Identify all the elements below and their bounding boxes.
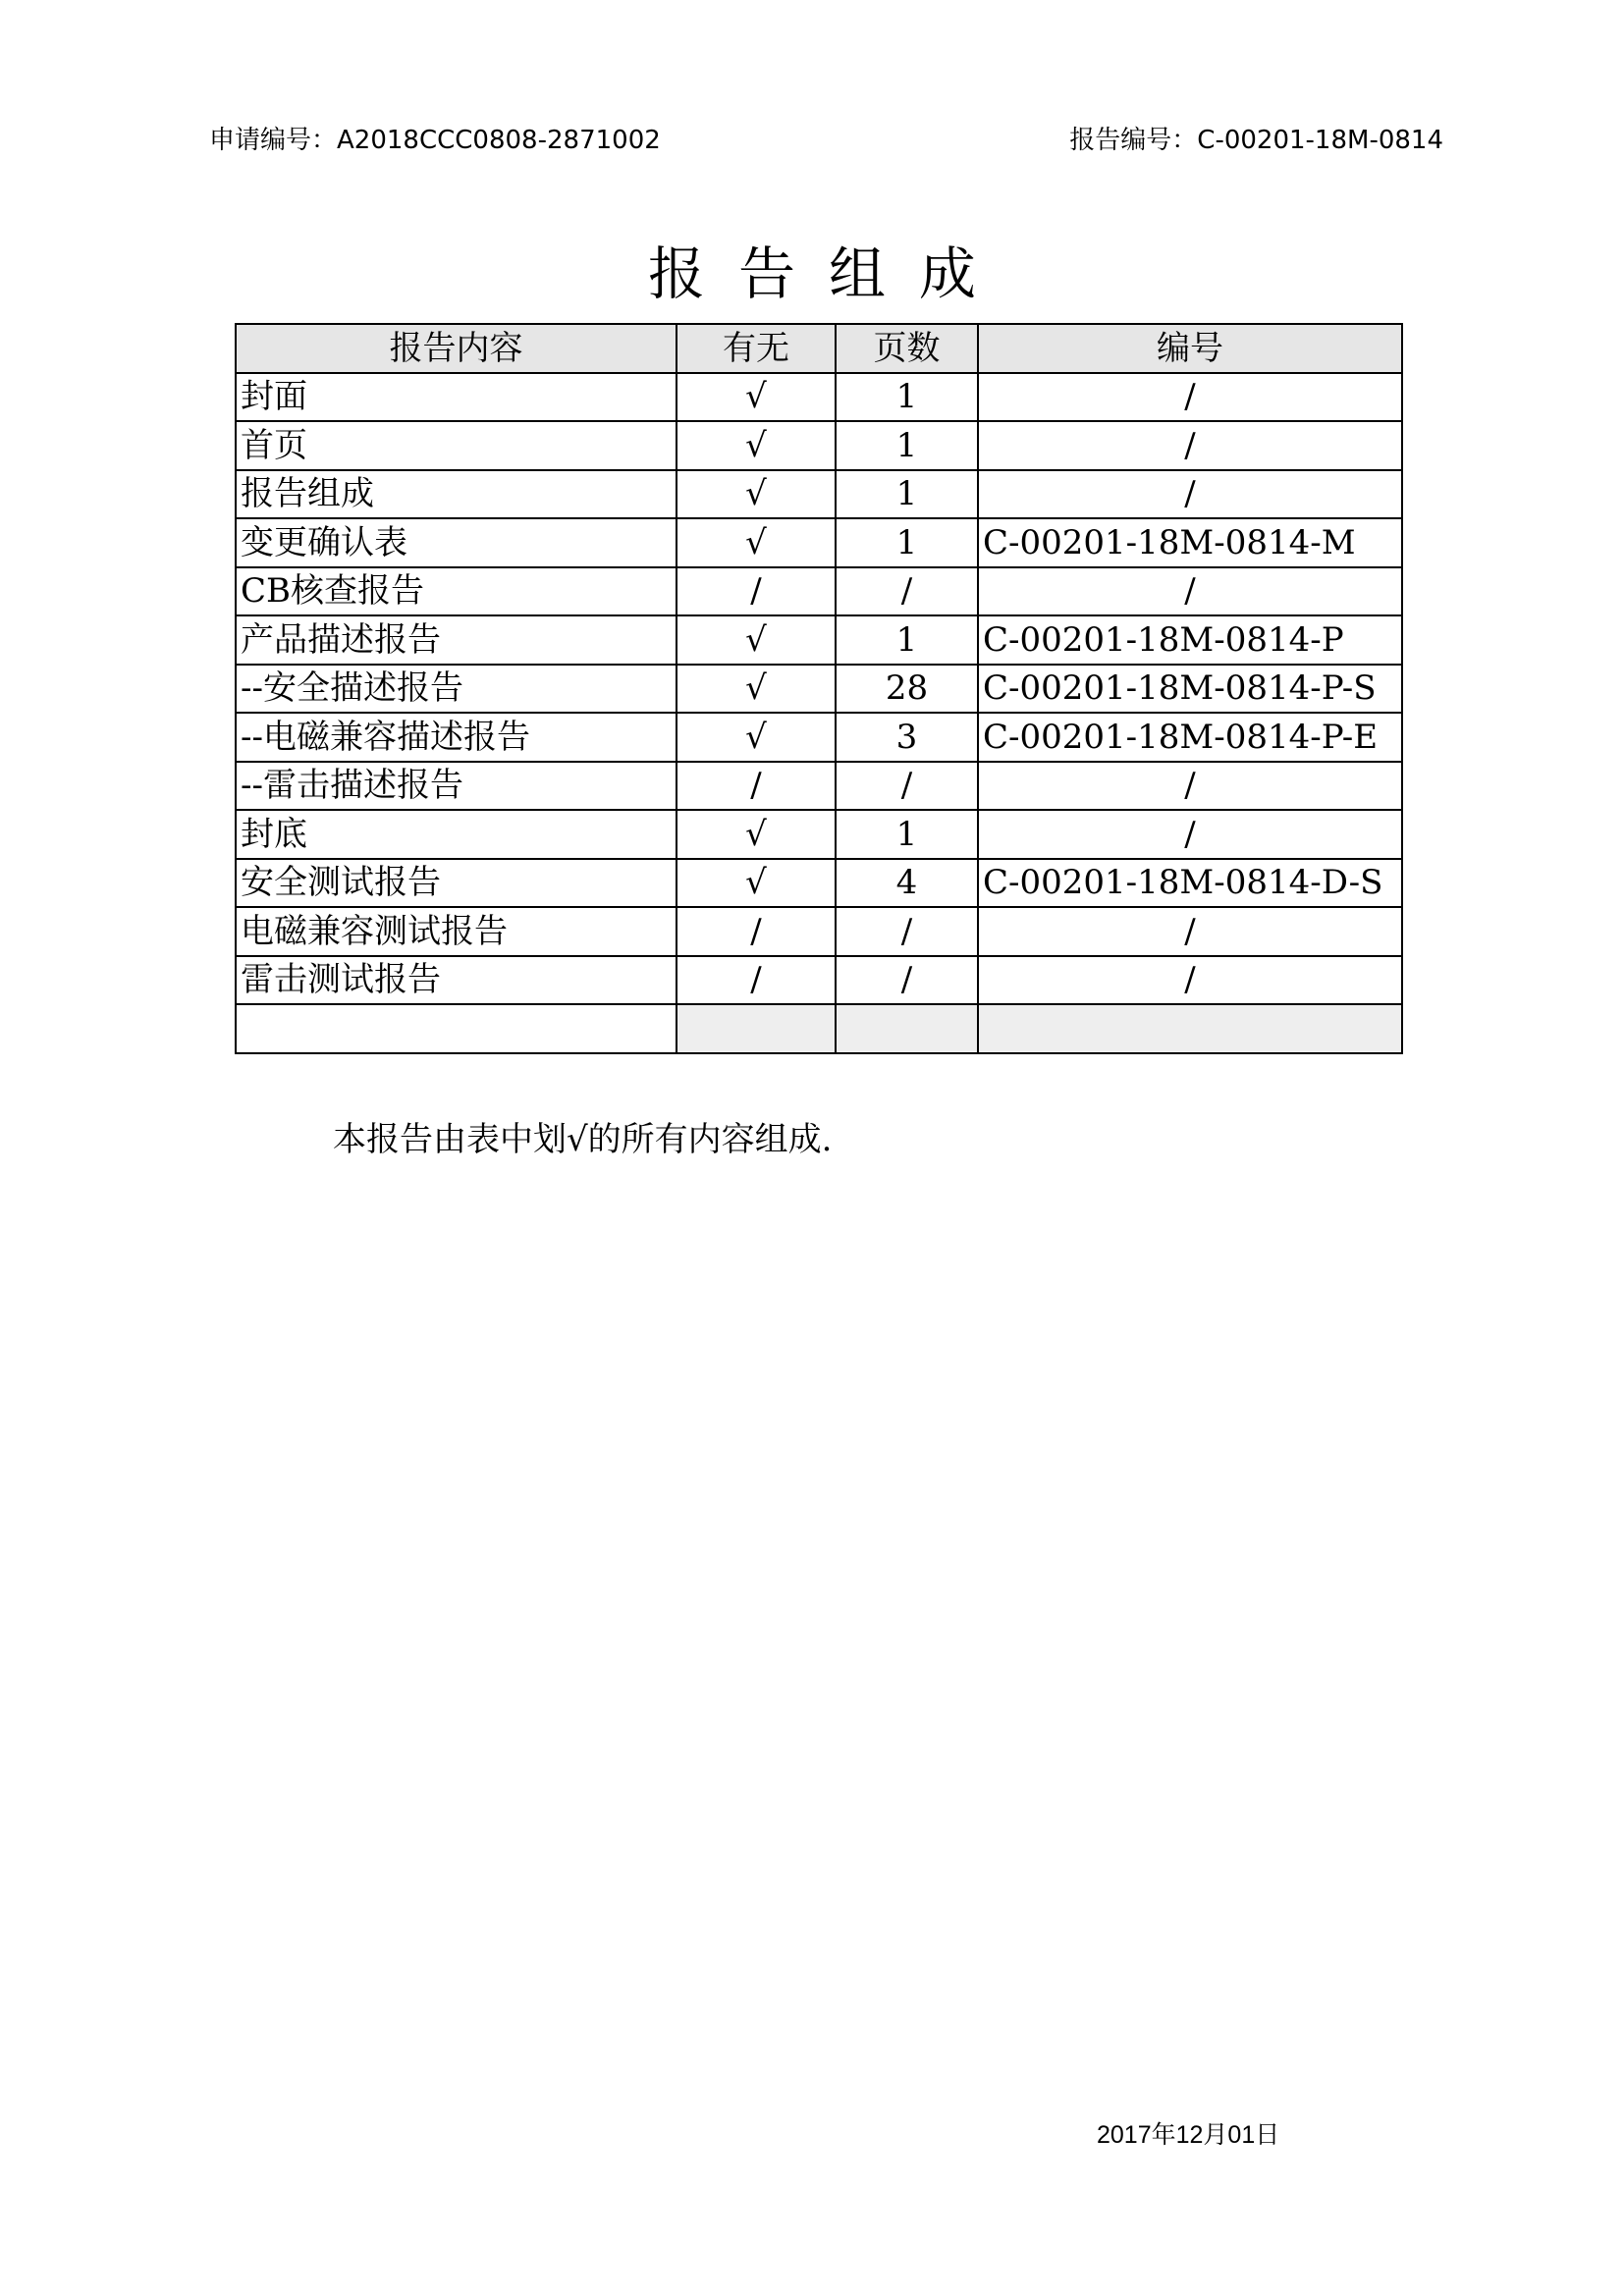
row-number: C-00201-18M-0814-P-E — [978, 713, 1402, 762]
table-row — [236, 567, 1402, 616]
row-pages: / — [836, 956, 978, 1005]
table-header-row — [236, 324, 1402, 373]
table-row — [236, 615, 1402, 665]
row-pages: 1 — [836, 518, 978, 567]
row-pages: 4 — [836, 859, 978, 908]
blank-cell — [677, 1004, 836, 1053]
row-content: 封底 — [236, 810, 677, 859]
table-row — [236, 373, 1402, 422]
row-content: 雷击测试报告 — [236, 956, 677, 1005]
row-has: / — [677, 956, 836, 1005]
row-number: / — [978, 470, 1402, 519]
table-row — [236, 762, 1402, 811]
table-row-blank — [236, 1004, 1402, 1053]
row-has: √ — [677, 615, 836, 665]
table-row — [236, 665, 1402, 714]
row-has: √ — [677, 810, 836, 859]
row-pages: 1 — [836, 373, 978, 422]
table-row — [236, 907, 1402, 956]
row-pages: 1 — [836, 810, 978, 859]
table-row — [236, 421, 1402, 470]
row-number: C-00201-18M-0814-M — [978, 518, 1402, 567]
row-pages: 1 — [836, 615, 978, 665]
row-content: 电磁兼容测试报告 — [236, 907, 677, 956]
row-number: C-00201-18M-0814-D-S — [978, 859, 1402, 908]
row-has: √ — [677, 421, 836, 470]
table-row — [236, 859, 1402, 908]
row-has: / — [677, 567, 836, 616]
row-number: / — [978, 810, 1402, 859]
table-row — [236, 810, 1402, 859]
row-content: 安全测试报告 — [236, 859, 677, 908]
header-number: 编号 — [978, 324, 1402, 373]
row-has: √ — [677, 859, 836, 908]
row-number: / — [978, 421, 1402, 470]
row-number: C-00201-18M-0814-P — [978, 615, 1402, 665]
table-row — [236, 956, 1402, 1005]
row-pages: / — [836, 762, 978, 811]
row-pages: / — [836, 907, 978, 956]
row-pages: 3 — [836, 713, 978, 762]
application-number-label: 申请编号： — [209, 126, 338, 155]
row-content: --电磁兼容描述报告 — [236, 713, 677, 762]
row-number: / — [978, 567, 1402, 616]
row-pages: 1 — [836, 421, 978, 470]
blank-cell — [836, 1004, 978, 1053]
row-content: --安全描述报告 — [236, 665, 677, 714]
row-number: C-00201-18M-0814-P-S — [978, 665, 1402, 714]
table-row — [236, 713, 1402, 762]
header-has: 有无 — [677, 324, 836, 373]
row-has: / — [677, 907, 836, 956]
report-composition-table — [235, 323, 1403, 1054]
row-content: 报告组成 — [236, 470, 677, 519]
blank-cell — [978, 1004, 1402, 1053]
row-content: --雷击描述报告 — [236, 762, 677, 811]
row-has: √ — [677, 713, 836, 762]
footer-date: 2017年12月01日 — [1097, 2121, 1280, 2149]
row-pages: 1 — [836, 470, 978, 519]
row-content: 首页 — [236, 421, 677, 470]
composition-note: 本报告由表中划√的所有内容组成. — [333, 1120, 833, 1159]
row-number: / — [978, 956, 1402, 1005]
header-pages: 页数 — [836, 324, 978, 373]
row-content: 封面 — [236, 373, 677, 422]
row-pages: 28 — [836, 665, 978, 714]
row-has: √ — [677, 518, 836, 567]
row-content: 变更确认表 — [236, 518, 677, 567]
report-number-value: C-00201-18M-0814 — [1197, 126, 1443, 155]
application-number-value: A2018CCC0808-2871002 — [337, 126, 661, 155]
row-content: CB核查报告 — [236, 567, 677, 616]
header-content: 报告内容 — [236, 324, 677, 373]
row-pages: / — [836, 567, 978, 616]
application-number — [209, 120, 661, 156]
row-has: √ — [677, 373, 836, 422]
row-has: / — [677, 762, 836, 811]
report-number-label: 报告编号： — [1069, 126, 1198, 155]
blank-cell — [236, 1004, 677, 1053]
table-row — [236, 518, 1402, 567]
page-title: 报告组成 — [647, 240, 1009, 307]
row-number: / — [978, 762, 1402, 811]
report-number — [1069, 120, 1443, 156]
row-number: / — [978, 373, 1402, 422]
row-number: / — [978, 907, 1402, 956]
row-has: √ — [677, 470, 836, 519]
row-content: 产品描述报告 — [236, 615, 677, 665]
row-has: √ — [677, 665, 836, 714]
table-row — [236, 470, 1402, 519]
